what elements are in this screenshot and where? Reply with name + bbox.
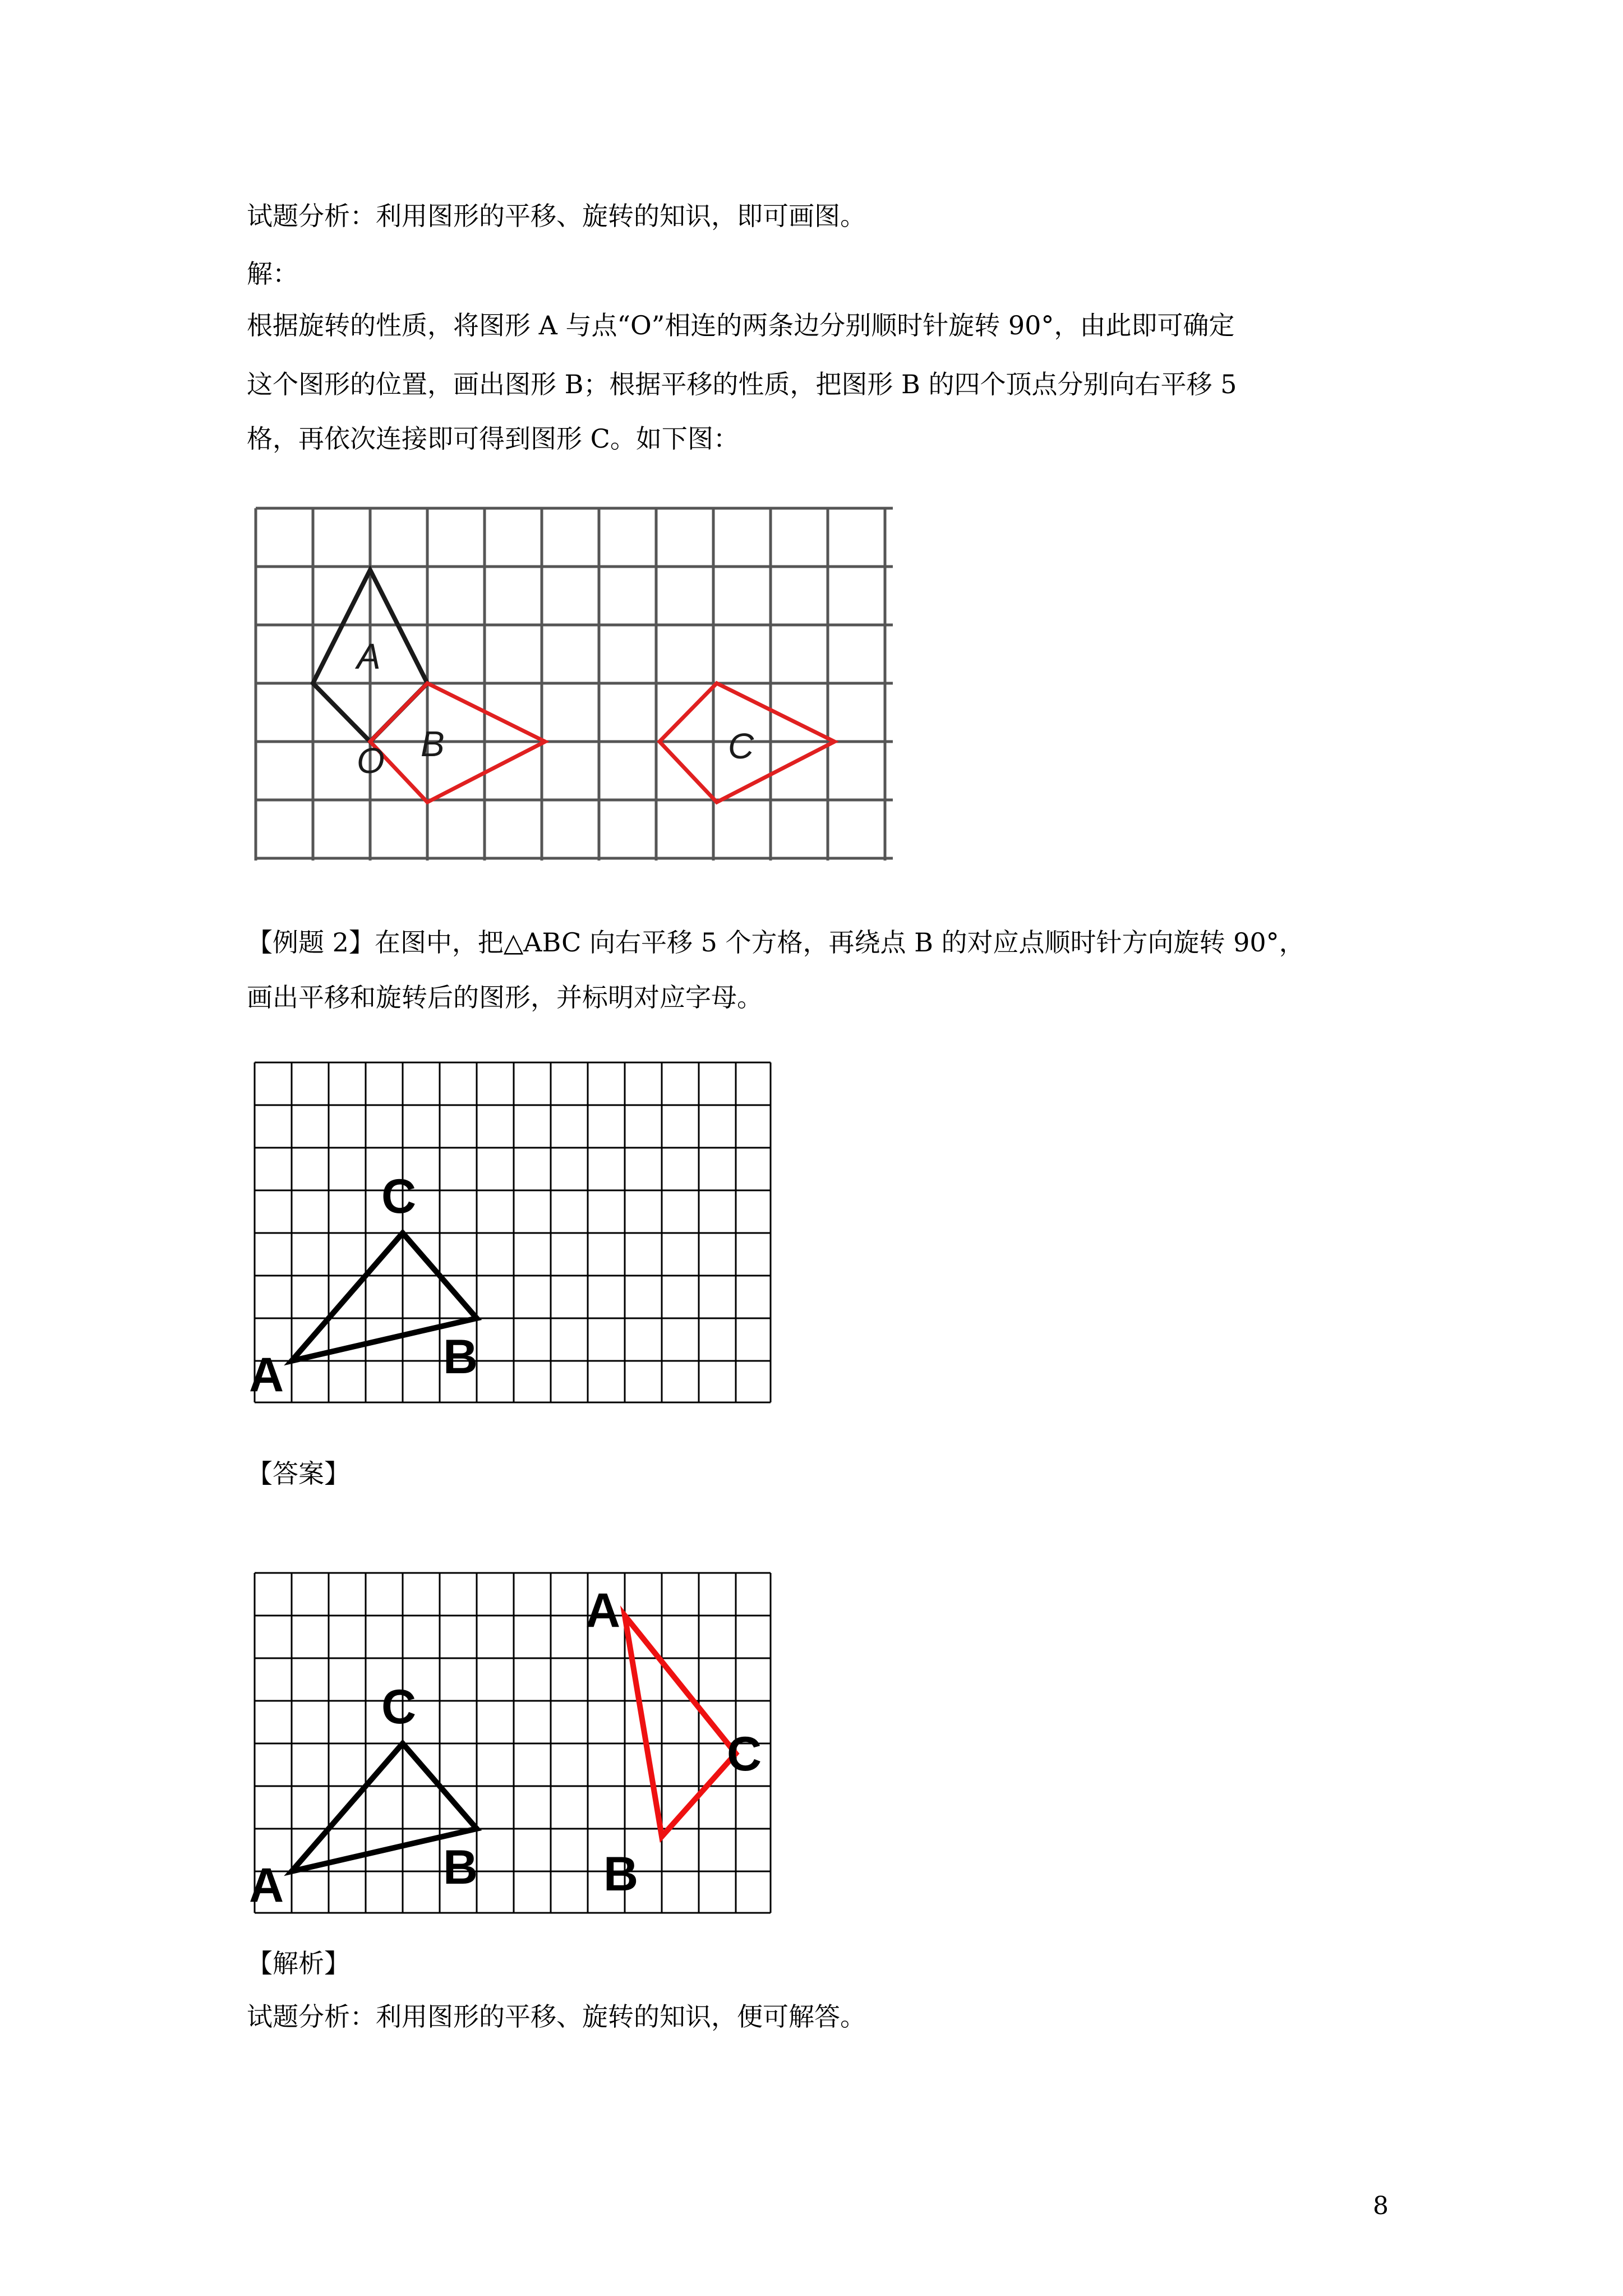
- triangle-transformed: [625, 1616, 736, 1837]
- answer-heading: 【答案】: [247, 1458, 350, 1489]
- label-b: B: [443, 1330, 478, 1384]
- figure-triangle-question: [247, 1055, 774, 1408]
- label-b: B: [421, 724, 445, 764]
- solution-label: 解：: [247, 259, 298, 289]
- label-a: A: [249, 1858, 284, 1912]
- label-c: C: [728, 726, 754, 766]
- analysis-heading: 【解析】: [247, 1948, 350, 1978]
- analysis-text-2: 试题分析：利用图形的平移、旋转的知识，便可解答。: [247, 2001, 866, 2032]
- example2-line-2: 画出平移和旋转后的图形，并标明对应字母。: [247, 982, 763, 1013]
- label-c: C: [381, 1170, 417, 1223]
- label-a-transformed: A: [585, 1584, 621, 1637]
- analysis-text-1: 试题分析：利用图形的平移、旋转的知识，即可画图。: [247, 201, 866, 231]
- figure-triangle-answer: [247, 1565, 774, 1918]
- label-b-transformed: B: [603, 1847, 639, 1901]
- label-c-transformed: C: [727, 1727, 762, 1781]
- solution-line-1: 根据旋转的性质，将图形 A 与点“O”相连的两条边分别顺时针旋转 90°，由此即可确定: [247, 310, 1235, 341]
- label-a: A: [357, 636, 381, 677]
- label-b: B: [443, 1841, 478, 1894]
- grid-lines: [256, 508, 893, 861]
- figure-rotation-translation: [252, 505, 897, 864]
- label-o: O: [357, 740, 385, 781]
- example2-line-1: 【例题 2】在图中，把△ABC 向右平移 5 个方格，再绕点 B 的对应点顺时针方向旋转 90°，: [247, 927, 1305, 958]
- label-a: A: [249, 1348, 284, 1402]
- solution-line-3: 格，再依次连接即可得到图形 C。如下图：: [247, 424, 739, 454]
- solution-line-2: 这个图形的位置，画出图形 B；根据平移的性质，把图形 B 的四个顶点分别向右平移 5: [247, 369, 1237, 399]
- label-c: C: [381, 1680, 417, 1734]
- page-number: 8: [1373, 2192, 1389, 2220]
